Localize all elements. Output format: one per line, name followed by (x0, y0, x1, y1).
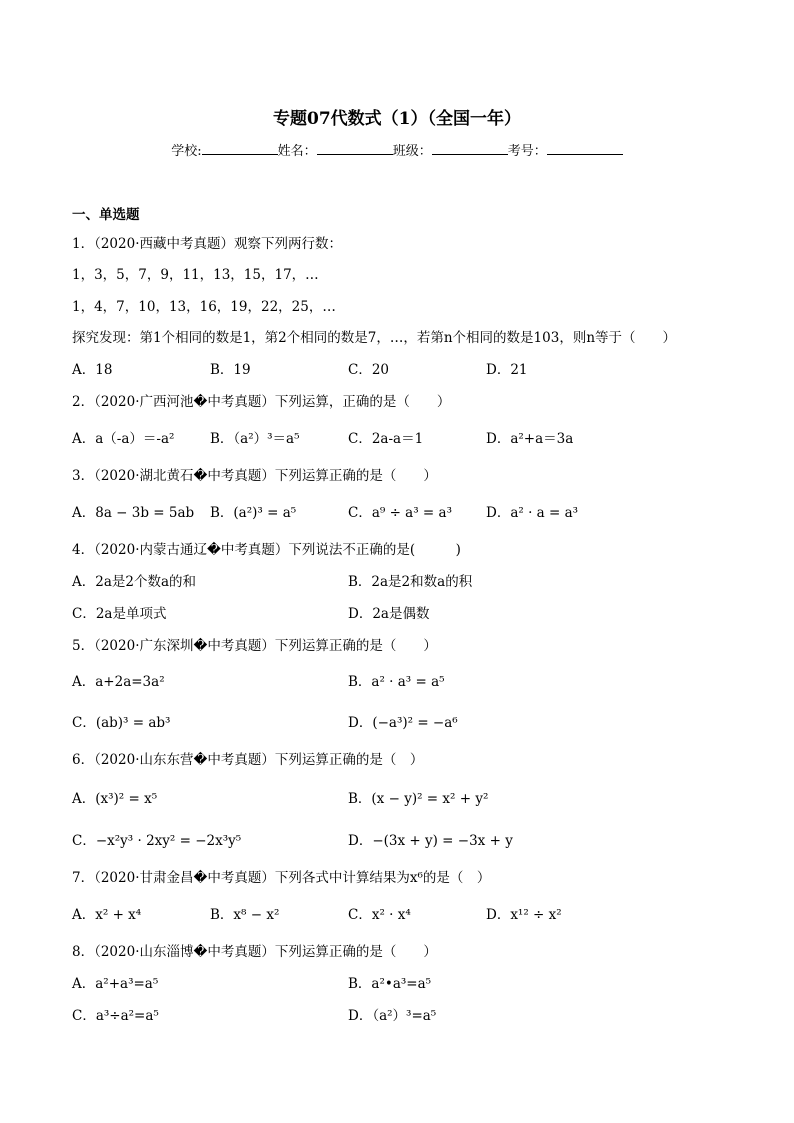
question-2-option-d[interactable]: D．a²+a＝3a (486, 431, 574, 447)
question-6-option-c[interactable]: C．−x²y³ · 2xy² = −2x³y⁵ (72, 833, 242, 849)
question-6-option-d[interactable]: D．−(3x + y) = −3x + y (348, 833, 513, 849)
school-blank (202, 142, 278, 155)
exam-no-label: 考号： (507, 144, 547, 159)
question-4-option-c[interactable]: C．2a是单项式 (72, 606, 167, 622)
name-label: 姓名： (277, 144, 317, 159)
question-5-option-a[interactable]: A．a+2a=3a² (72, 674, 165, 690)
question-7-option-b[interactable]: B．x⁸ − x² (210, 907, 280, 923)
question-4-option-a[interactable]: A．2a是2个数a的和 (72, 574, 197, 590)
question-7-option-c[interactable]: C．x² · x⁴ (348, 907, 411, 923)
question-8-option-c[interactable]: C．a³÷a²=a⁵ (72, 1008, 159, 1024)
question-3-option-c[interactable]: C．a⁹ ÷ a³ = a³ (348, 505, 452, 521)
class-label: 班级： (392, 144, 432, 159)
question-2-stem: 2．（2020·广西河池�中考真题）下列运算，正确的是（ ） (72, 394, 451, 410)
class-blank (432, 142, 508, 155)
school-label: 学校: (171, 144, 202, 159)
question-4-option-b[interactable]: B．2a是2和数a的积 (348, 574, 473, 590)
section-title: 一、单选题 (72, 207, 140, 223)
exam-no-blank (547, 142, 623, 155)
question-5-option-b[interactable]: B．a² · a³ = a⁵ (348, 674, 445, 690)
question-8-option-a[interactable]: A．a²+a³=a⁵ (72, 976, 159, 992)
question-1-line-1: 1，3，5，7，9，11，13，15，17，… (72, 267, 319, 283)
question-8-stem: 8．（2020·山东淄博�中考真题）下列运算正确的是（ ） (72, 944, 437, 960)
question-3-stem: 3．（2020·湖北黄石�中考真题）下列运算正确的是（ ） (72, 468, 437, 484)
question-8-option-d[interactable]: D．（a²）³=a⁵ (348, 1008, 437, 1024)
question-2-option-a[interactable]: A．a（-a）＝-a² (72, 431, 175, 447)
question-5-option-c[interactable]: C．(ab)³ = ab³ (72, 715, 171, 731)
question-3-option-d[interactable]: D．a² · a = a³ (486, 505, 579, 521)
question-5-stem: 5．（2020·广东深圳�中考真题）下列运算正确的是（ ） (72, 638, 437, 654)
question-7-option-d[interactable]: D．x¹² ÷ x² (486, 907, 562, 923)
question-7-option-a[interactable]: A．x² + x⁴ (72, 907, 142, 923)
page-title: 专题07代数式（1）（全国一年） (273, 109, 521, 129)
question-1-option-d[interactable]: D．21 (486, 362, 528, 378)
question-5-option-d[interactable]: D．(−a³)² = −a⁶ (348, 715, 458, 731)
question-6-option-a[interactable]: A．(x³)² = x⁵ (72, 791, 158, 807)
question-6-stem: 6．（2020·山东东营�中考真题）下列运算正确的是（ ） (72, 752, 424, 768)
question-1-extra: 探究发现：第1个相同的数是1，第2个相同的数是7，…，若第n个相同的数是103，则n等于（ ） (72, 330, 677, 346)
question-1-stem: 1．（2020·西藏中考真题）观察下列两行数： (72, 236, 342, 252)
question-1-option-c[interactable]: C．20 (348, 362, 390, 378)
question-4-stem: 4．（2020·内蒙古通辽�中考真题）下列说法不正确的是( ) (72, 542, 461, 558)
question-2-option-b[interactable]: B．（a²）³＝a⁵ (210, 431, 300, 447)
question-4-option-d[interactable]: D．2a是偶数 (348, 606, 430, 622)
question-3-option-a[interactable]: A．8a − 3b = 5ab (72, 505, 195, 521)
student-info-line (0, 140, 794, 159)
question-1-option-b[interactable]: B．19 (210, 362, 251, 378)
question-7-stem: 7．（2020·甘肃金昌�中考真题）下列各式中计算结果为x⁶的是（ ） (72, 870, 491, 886)
question-8-option-b[interactable]: B．a²•a³=a⁵ (348, 976, 432, 992)
question-3-option-b[interactable]: B．(a²)³ = a⁵ (210, 505, 297, 521)
question-2-option-c[interactable]: C．2a-a＝1 (348, 431, 424, 447)
question-1-line-2: 1，4，7，10，13，16，19，22，25，… (72, 299, 336, 315)
question-1-option-a[interactable]: A．18 (72, 362, 113, 378)
question-6-option-b[interactable]: B．(x − y)² = x² + y² (348, 791, 489, 807)
name-blank (317, 142, 393, 155)
